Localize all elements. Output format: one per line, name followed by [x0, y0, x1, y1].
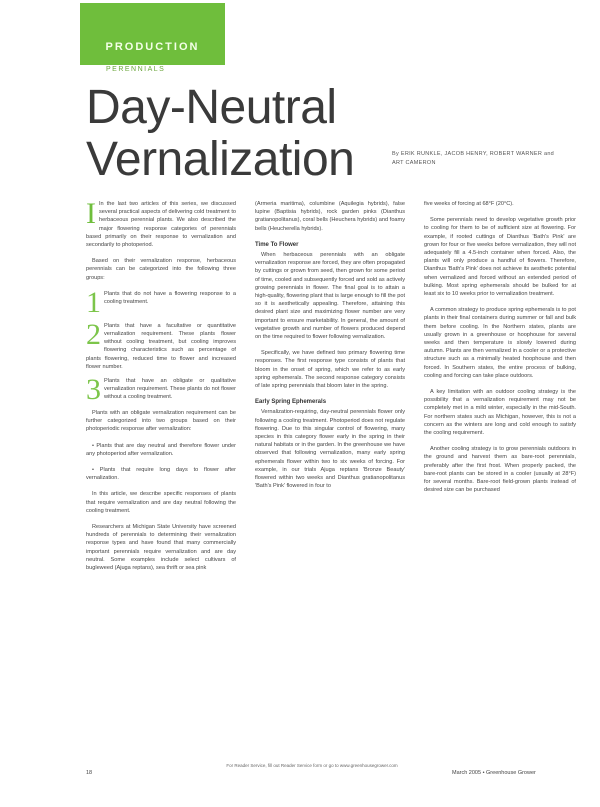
section-label: PRODUCTION	[105, 41, 200, 53]
magazine-page	[22, 0, 582, 800]
paragraph: A key limitation with an outdoor cooling strategy is the possibility that a vernalization requirement may not be completely met in a mild winter, especially in the mid-South. For northern states such as Michigan, however, this is not a concern as the winters are long and cold enough to satisfy the cooling requirement.	[424, 389, 576, 437]
issue-label: March 2005 • Greenhouse Grower	[452, 770, 536, 776]
page-number: 18	[86, 770, 93, 776]
list-number: 1	[86, 289, 101, 316]
column-2	[255, 200, 405, 499]
title-line-1: Day-Neutral	[86, 81, 337, 134]
list-item-text: Plants that do not have a flowering response to a cooling treatment.	[104, 290, 236, 306]
list-item	[86, 290, 236, 316]
list-item-text: Plants that have an obligate or qualitative vernalization requirement. These plants do not flower without a cooling treatment.	[104, 378, 236, 401]
list-item	[86, 377, 236, 403]
title-line-2: Vernalization	[86, 133, 355, 186]
paragraph: (Armeria maritima), columbine (Aquilegia hybrids), false lupine (Baptisia hybrids), rock garden pinks (Dianthus gratianopolitanus), coral bells (Heuchera hybrids) and foamy bells (Heucherella hybrids).	[255, 201, 405, 232]
intro-paragraph: I In the last two articles of this series, we discussed several practical aspects of delivering cold treatment to herbaceous perennial plants. We also described the major flowering response categories of perennials based primarily on their response to vernalization and secondarily to photoperiod.	[86, 197, 236, 249]
subheading: Early Spring Ephemerals	[255, 399, 327, 406]
paragraph: five weeks of forcing at 68°F (20°C).	[424, 201, 514, 207]
article-title	[86, 82, 354, 186]
paragraph: • Plants that require long days to flower after vernalization.	[86, 467, 236, 482]
paragraph: In this article, we describe specific responses of plants that require vernalization and are day neutral following the cooling treatment.	[86, 491, 236, 514]
paragraph: Researchers at Michigan State University have screened hundreds of perennials to determining their vernalization response types and have found that many commercially important perennials require vernalization and are day neutral. Some examples include select cultivars of bugleweed (Ajuga reptans), sea thrift or sea pink	[86, 524, 236, 572]
list-item-text: Plants that have a facultative or quantitative vernalization requirement. These plants flower without cooling treatment, but cooling improves flowering characteristics such as percentage of plants flowering, reduced time to flower and increased flower number.	[86, 322, 236, 370]
paragraph: A common strategy to produce spring ephemerals is to pot plants in their final containers during summer or fall and bulk them before cooling. In the Northern states, plants are usually grown in a greenhouse or hoophouse for several weeks and then temperature is slowly lowered during autumn. Plants are then vernalized in a cooler or a protective structure such as a minimally heated hoophouse and then forced. In Southern states, the entire process of bulking, cooling and forcing can take place outdoors.	[424, 307, 576, 379]
list-item	[86, 322, 236, 371]
byline: By ERIK RUNKLE, JACOB HENRY, ROBERT WARNER and ART CAMERON	[392, 151, 555, 166]
paragraph: Based on their vernalization response, herbaceous perennials can be categorized into the following three groups:	[86, 258, 236, 281]
paragraph: Some perennials need to develop vegetative growth prior to cooling for them to be of sufficient size at flowering. For example, if rooted cuttings of Dianthus 'Bath's Pink' are grown for four or five weeks before vernalization, they will not adequately fill a 4.5-inch container when forced. Also, the plants will only produce a handful of flowers. Therefore, Dianthus 'Bath's Pink' does not achieve its aesthetic potential when vernalized and forced without an extended period of bulking. Most spring ephemerals should be bulked for at least six to 10 weeks prior to vernalization treatment.	[424, 217, 576, 298]
subsection-label: PERENNIALS	[106, 66, 166, 73]
paragraph: Vernalization-requiring, day-neutral perennials flower only following a cooling treatment. Photoperiod does not regulate flowering. Due to this singular control of flowering, many species in this category flower early in the spring in their natural habitats or in the garden. In the greenhouse we have observed that following vernalization, many early spring ephemerals flower within two to six weeks of forcing. For example, in our trials Ajuga reptans 'Bronze Beauty' flowered within two weeks and Dianthus gratianopolitanus 'Bath's Pink' flowered in four to	[255, 409, 405, 490]
list-number: 3	[86, 377, 101, 404]
list-number: 2	[86, 321, 101, 351]
drop-cap: I	[86, 197, 96, 230]
paragraph: • Plants that are day neutral and therefore flower under any photoperiod after vernalization.	[86, 442, 236, 457]
column-3	[424, 200, 576, 503]
paragraph: Plants with an obligate vernalization requirement can be further categorized into two groups based on their photoperiodic response after vernalization:	[86, 410, 236, 433]
paragraph: Another cooling strategy is to grow perennials outdoors in the ground and harvest them as bare-root perennials, preferably after the first frost. When properly packed, the bare-root plants can be stored in a cooler (usually at 28°F) for several months. Bare-root field-grown plants instead of desired size can be purchased	[424, 446, 576, 494]
paragraph: When herbaceous perennials with an obligate vernalization response are forced, they are often propagated by cuttings or grown from seed, then grown for some period of time, cooled and subsequently forced and sold as actively growing perennials in flower. The final goal is to attain a high-quality, flowering plant that is large enough to fill the pot so it is aesthetically appealing. Therefore, attaining this desired plant size and maximizing flower number are very important to ensure marketability. In general, the amount of vegetative growth and number of flowers produced depend on the time required to flower following vernalization.	[255, 252, 405, 341]
reader-service-note: For Reader Service, fill out Reader Service form or go to www.greenhousegrower.com	[226, 763, 398, 768]
column-1	[86, 197, 236, 580]
section-banner	[80, 3, 225, 65]
subheading: Time To Flower	[255, 241, 299, 248]
paragraph: Specifically, we have defined two primary flowering time responses. The first response type consists of plants that bloom in the onset of spring, which we refer to as early spring ephemerals. The second response category consists of late spring perennials that bloom later in the spring.	[255, 350, 405, 390]
